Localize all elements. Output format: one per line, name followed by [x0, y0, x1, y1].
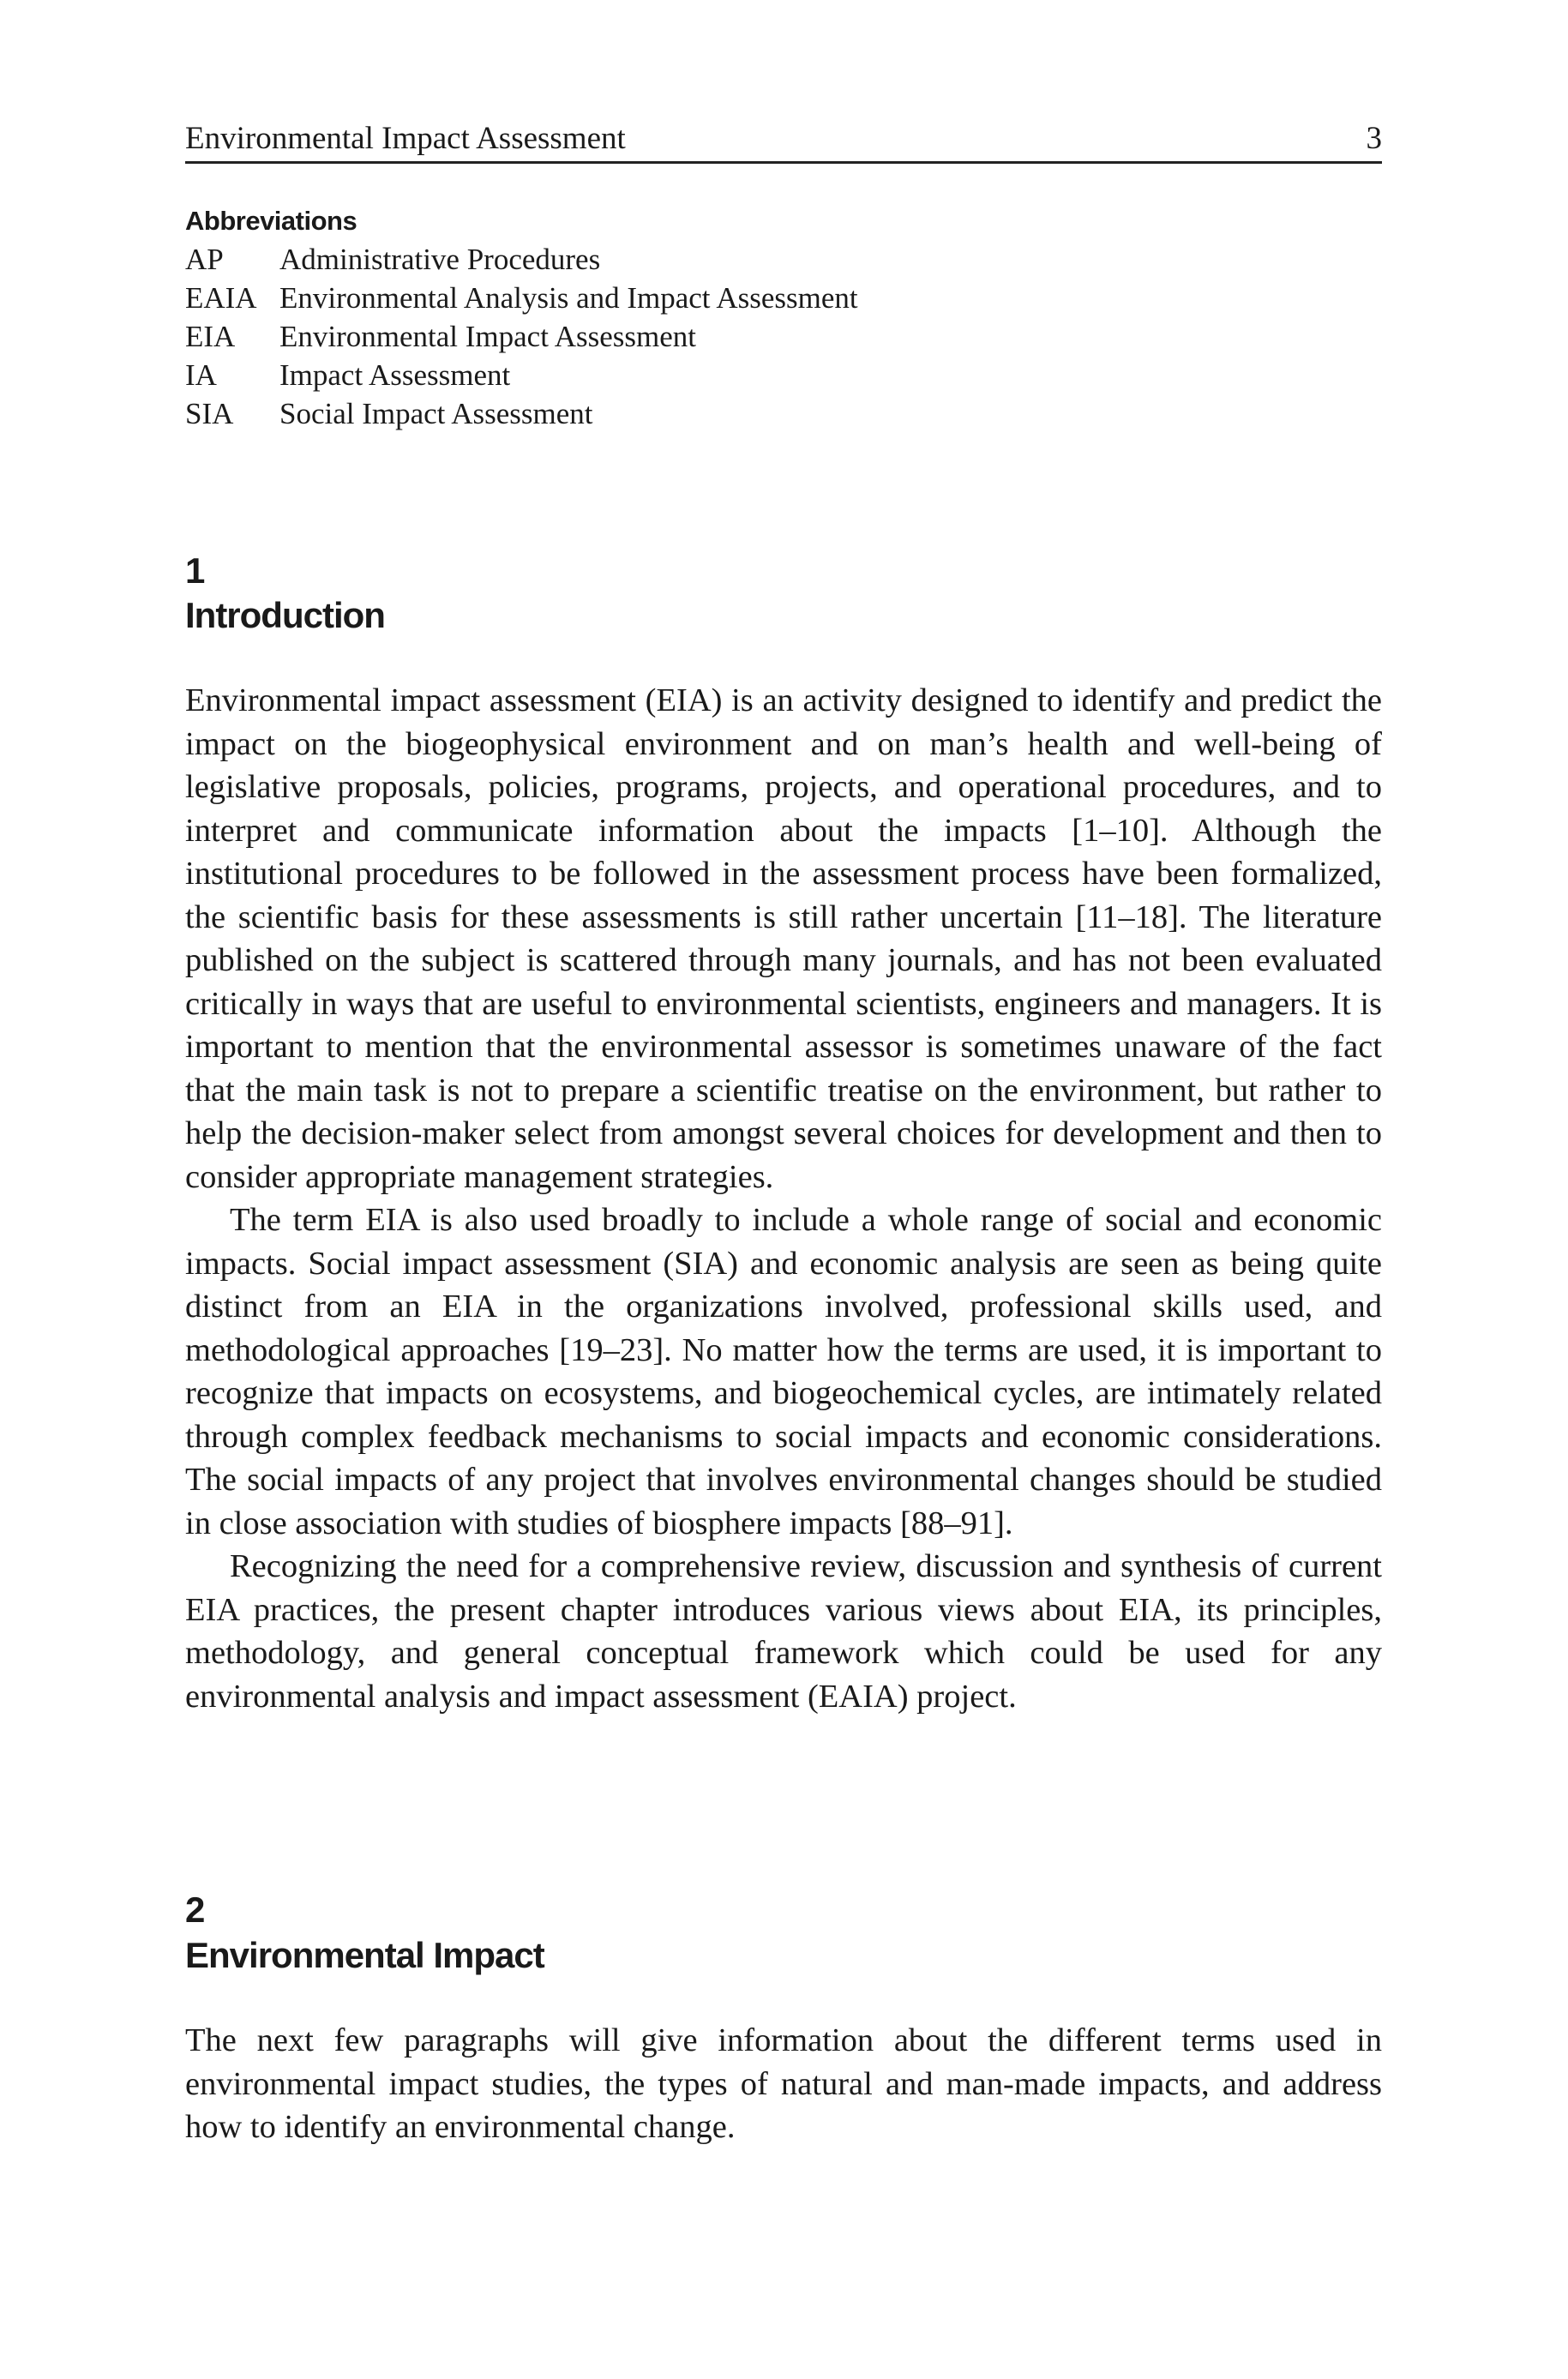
- section-number: 2: [185, 1889, 205, 1930]
- abbreviation-definition: Environmental Analysis and Impact Assessment: [279, 281, 858, 315]
- abbreviation-code: EAIA: [185, 281, 257, 315]
- abbreviations-block: [185, 202, 1382, 433]
- abbreviation-code: SIA: [185, 397, 234, 430]
- environmental-impact-body: [185, 2019, 1382, 2149]
- running-head-title: Environmental Impact Assessment: [185, 121, 626, 156]
- section-title: Environmental Impact: [185, 1935, 544, 1975]
- abbreviation-definition: Social Impact Assessment: [279, 397, 593, 430]
- abbreviation-code: AP: [185, 243, 224, 276]
- abbreviation-definition: Impact Assessment: [279, 358, 511, 392]
- paragraph: The term EIA is also used broadly to include a whole range of social and economic impacts. Social impact assessment (SIA) and economic analysis are seen as being quite distinct from an EIA in the organizations involved, professional skills used, and methodological approaches [19–23]. No matter how the terms are used, it is important to recognize that impacts on ecosystems, and biogeochemical cycles, are intimately related through complex feedback mechanisms to social impacts and economic considerations. The social impacts of any project that involves environmental changes should be studied in close association with studies of biosphere impacts [88–91].: [185, 1202, 1382, 1541]
- abbreviation-definition: Environmental Impact Assessment: [279, 320, 697, 353]
- abbreviation-code: EIA: [185, 320, 236, 353]
- paragraph: The next few paragraphs will give information about the different terms used in environmental impact studies, the types of natural and man-made impacts, and address how to identify an environmental change.: [185, 2022, 1382, 2145]
- paragraph: Environmental impact assessment (EIA) is an activity designed to identify and predict the impact on the biogeophysical environment and on man’s health and well-being of legislative proposals, policies, programs, projects, and operational procedures, and to interpret and communicate information about the impacts [1–10]. Although the institutional procedures to be followed in the assessment process have been formalized, the scientific basis for these assessments is still rather uncertain [11–18]. The literature published on the subject is scattered through many journals, and has not been evaluated critically in ways that are useful to environmental scientists, engineers and managers. It is important to mention that the environmental assessor is sometimes unaware of the fact that the main task is not to prepare a scientific treatise on the environment, but rather to help the decision-maker select from amongst several choices for development and then to consider appropriate management strategies.: [185, 682, 1382, 1195]
- running-head: [185, 117, 1382, 164]
- introduction-body: [185, 679, 1382, 1718]
- section-number: 1: [185, 550, 205, 591]
- abbreviations-heading: Abbreviations: [185, 206, 357, 236]
- abbreviation-row: [185, 317, 1382, 356]
- abbreviation-row: [185, 279, 1382, 317]
- section-title: Introduction: [185, 595, 385, 635]
- abbreviation-row: [185, 356, 1382, 394]
- paragraph: Recognizing the need for a comprehensive review, discussion and synthesis of current EIA practices, the present chapter introduces various views about EIA, its principles, methodology, and general conceptual framework which could be used for any environmental analysis and impact assessment (EAIA) project.: [185, 1548, 1382, 1715]
- abbreviation-row: [185, 394, 1382, 433]
- abbreviation-row: [185, 240, 1382, 279]
- abbreviation-definition: Administrative Procedures: [279, 243, 601, 276]
- abbreviation-code: IA: [185, 358, 217, 392]
- page-number: 3: [1366, 121, 1382, 156]
